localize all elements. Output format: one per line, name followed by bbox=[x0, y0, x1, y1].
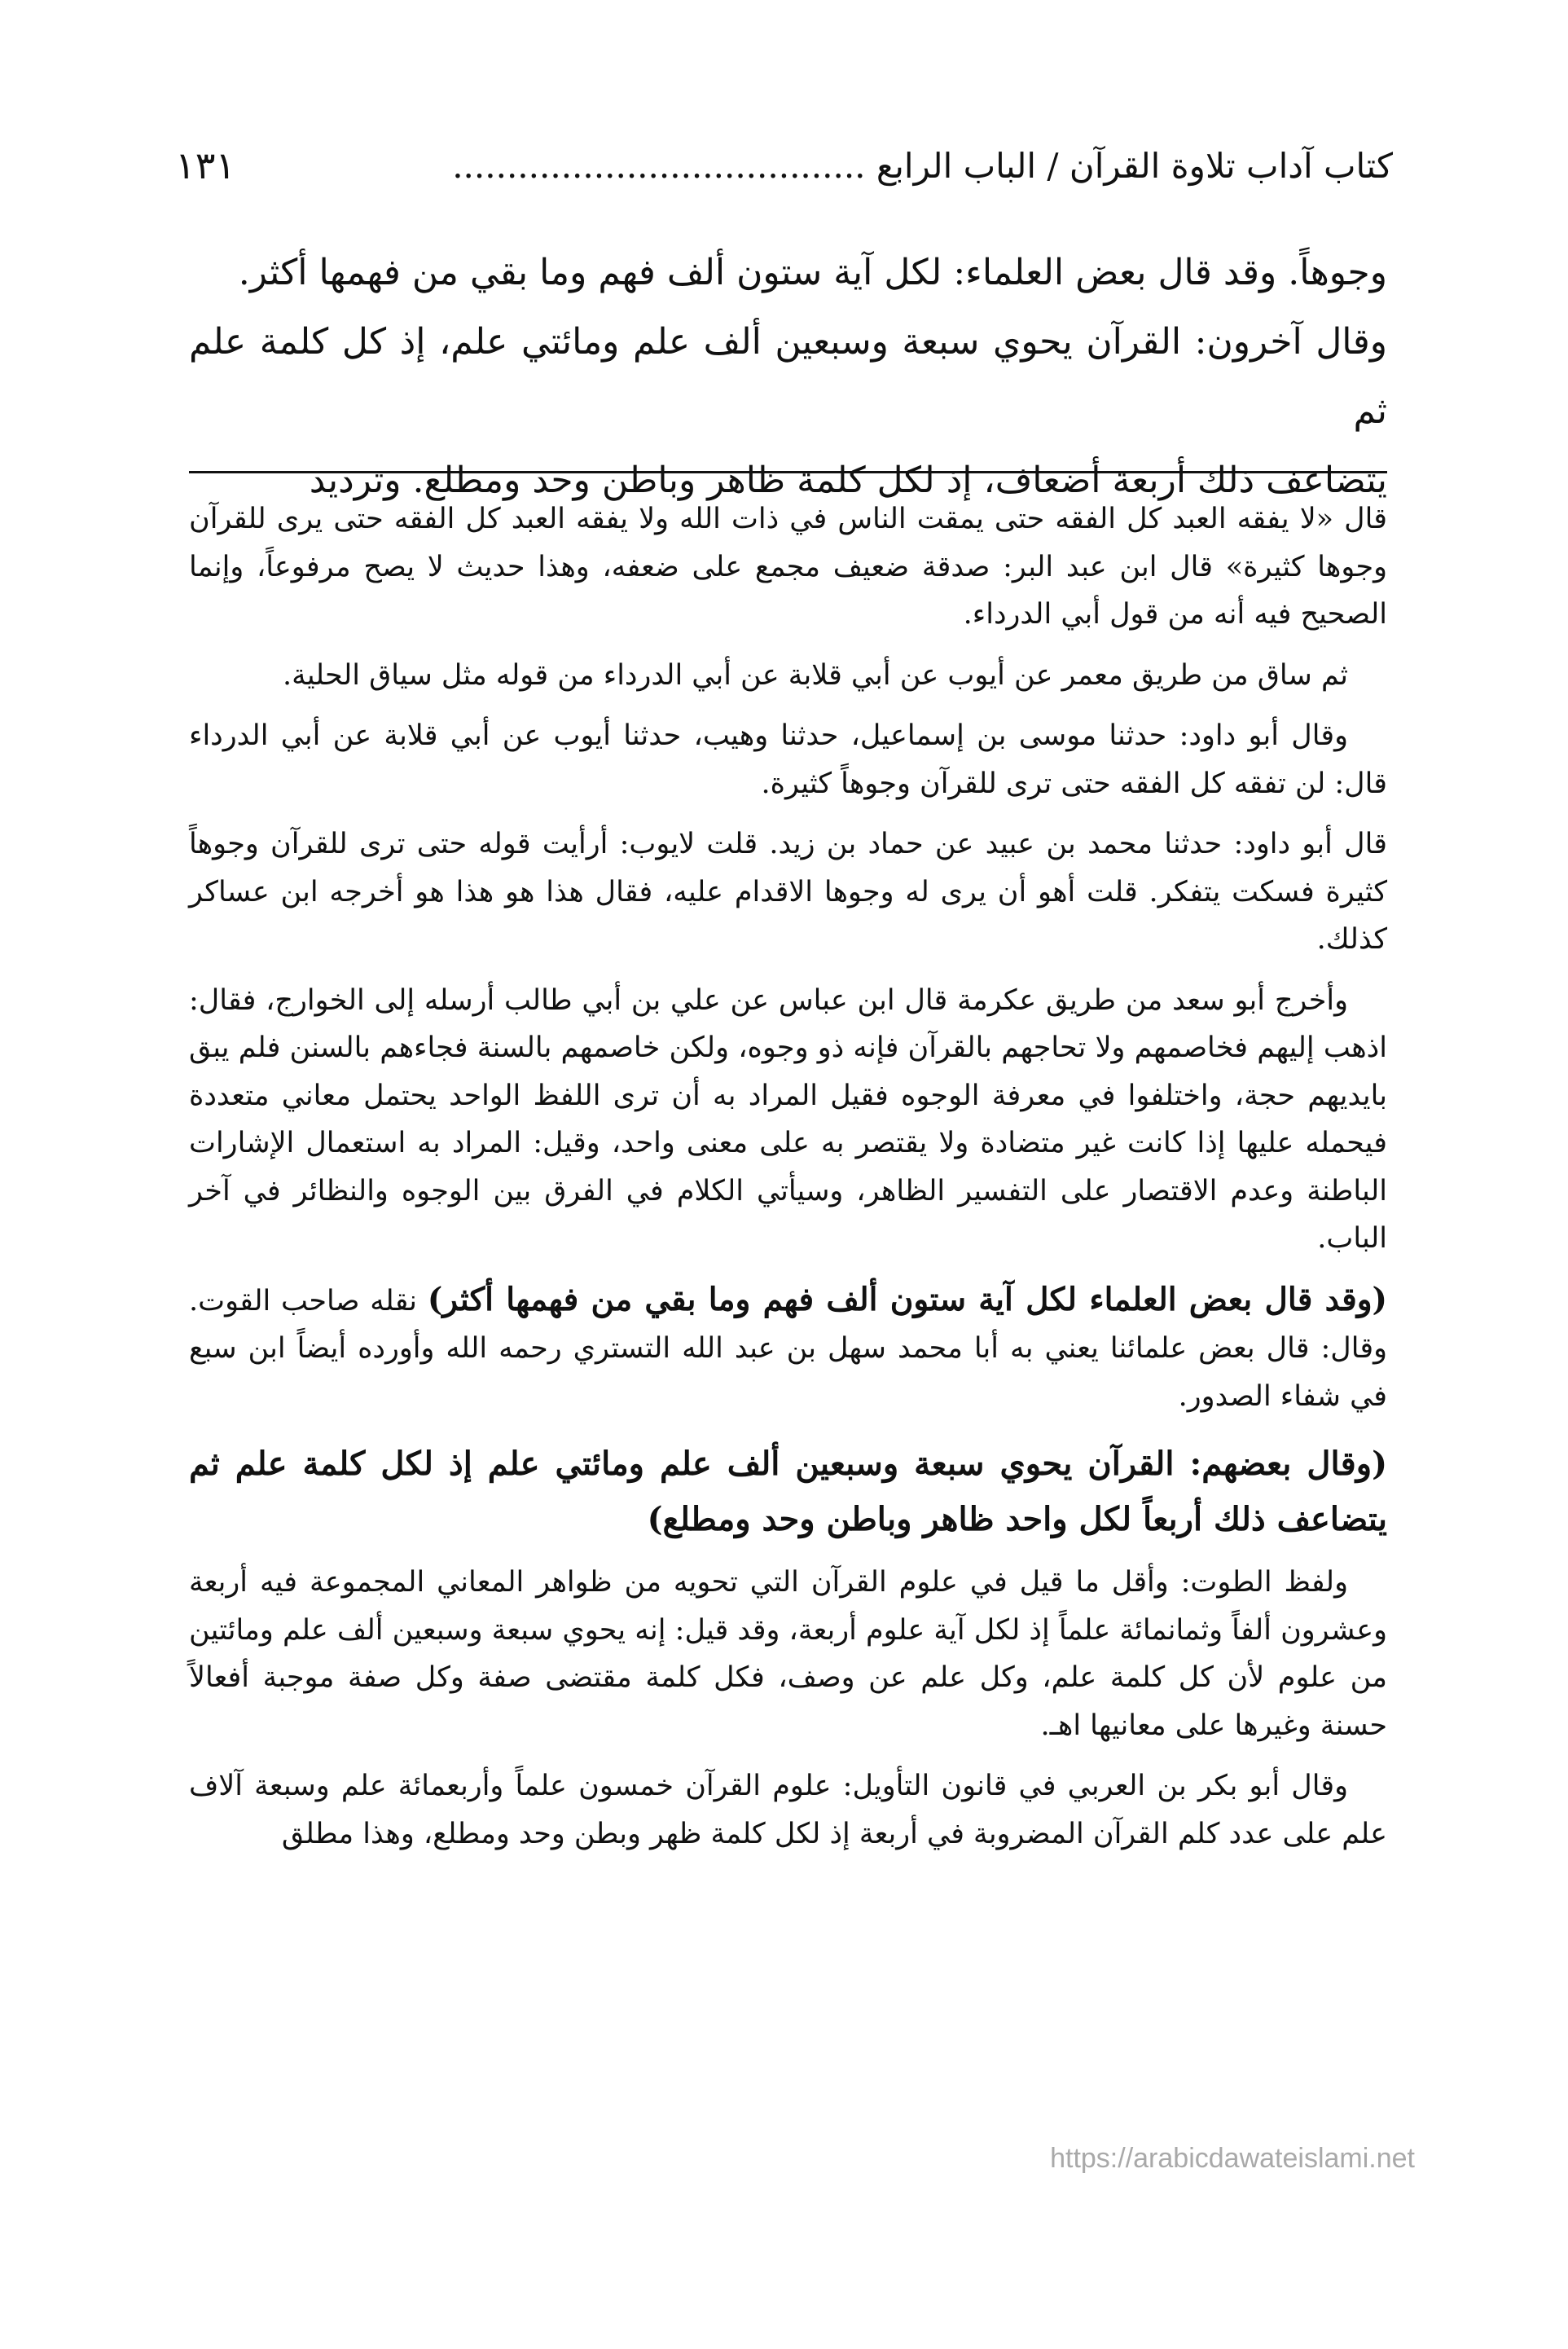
note-paragraph: ولفظ الطوت: وأقل ما قيل في علوم القرآن التي تحويه من ظواهر المعاني المجموعة فيه أربعة وعشرون ألفاً وثمانمائة علماً إذ لكل آية علوم أربعة، وقد قيل: إنه يحوي سبعة وسبعين ألف علم ومائتين من علوم لأن كل كلمة علم، وكل علم عن وصف، فكل كلمة مقتضى صفة وكل صفة موجبة أفعالاً حسنة وغيرها على معانيها اهـ. bbox=[189, 1566, 1387, 1742]
main-line: وجوهاً. وقد قال بعض العلماء: لكل آية ستون ألف فهم وما بقي من فهمها أكثر. bbox=[238, 252, 1387, 293]
page-number: ١٣١ bbox=[175, 143, 236, 187]
note-paragraph: وأخرج أبو سعد من طريق عكرمة قال ابن عباس عن علي بن أبي طالب أرسله إلى الخوارج، فقال: اذهب إليهم فخاصمهم ولا تحاجهم بالقرآن فإنه ذو وجوه، ولكن خاصمهم بالسنة فجاءهم بالسنن فلم يبق بايديهم حجة، واختلفوا في معرفة الوجوه فقيل المراد به أن ترى اللفظ الواحد يحتمل معاني متعددة فيحمله عليها إذا كانت غير متضادة ولا يقتصر به على معنى واحد، وقيل: المراد به استعمال الإشارات الباطنة وعدم الاقتصار على التفسير الظاهر، وسيأتي الكلام في الفرق بين الوجوه والنظائر في آخر الباب. bbox=[189, 983, 1387, 1255]
note-paragraph: وقال أبو داود: حدثنا موسى بن إسماعيل، حدثنا وهيب، حدثنا أيوب عن أبي قلابة عن أبي الدرداء قال: لن تفقه كل الفقه حتى ترى للقرآن وجوهاً كثيرة. bbox=[189, 719, 1387, 800]
note-paragraph: ثم ساق من طريق معمر عن أيوب عن أبي قلابة عن أبي الدرداء من قوله مثل سياق الحلية. bbox=[282, 658, 1348, 692]
note-paragraph: قال «لا يفقه العبد كل الفقه حتى يمقت الناس في ذات الله ولا يفقه العبد كل الفقه حتى يرى للقرآن وجوها كثيرة» قال ابن عبد البر: صدقة ضعيف مجمع على ضعفه، وهذا حديث لا يصح مرفوعاً، وإنما الصحيح فيه أنه من قول أبي الدرداء. bbox=[189, 503, 1387, 631]
main-line: وقال آخرون: القرآن يحوي سبعة وسبعين ألف علم ومائتي علم، إذ كل كلمة علم ثم bbox=[189, 321, 1387, 432]
quoted-phrase-large: (وقال بعضهم: القرآن يحوي سبعة وسبعين ألف علم ومائتي علم إذ لكل كلمة علم ثم يتضاعف ذلك أربعاً لكل واحد ظاهر وباطن وحد ومطلع) bbox=[189, 1445, 1387, 1538]
header-title: كتاب آداب تلاوة القرآن / الباب الرابع ...................................... bbox=[452, 145, 1393, 186]
note-paragraph: وقال أبو بكر بن العربي في قانون التأويل: علوم القرآن خمسون علماً وأربعمائة علم وسبعة آلاف علم على عدد كلم القرآن المضروبة في أربعة إذ لكل كلمة ظهر وبطن وحد ومطلع، وهذا مطلق bbox=[189, 1770, 1387, 1850]
quote-paragraph bbox=[189, 1276, 1387, 1421]
main-line: يتضاعف ذلك أربعة أضعاف، إذ لكل كلمة ظاهر وباطن وحد ومطلع. وترديد bbox=[309, 460, 1387, 501]
separator-rule bbox=[189, 471, 1387, 473]
quote-commentary: نقله صاحب القوت. وقال: قال بعض علمائنا يعني به أبا محمد سهل بن عبد الله التستري رحمه الله وأورده أيضاً ابن سبع في شفاء الصدور. bbox=[189, 1284, 1387, 1413]
main-text bbox=[189, 238, 1387, 515]
quoted-phrase: (وقد قال بعض العلماء لكل آية ستون ألف فهم وما بقي من فهمها أكثر) bbox=[427, 1280, 1388, 1318]
running-header bbox=[175, 137, 1393, 194]
note-paragraph: قال أبو داود: حدثنا محمد بن عبيد عن حماد بن زيد. قلت لايوب: أرأيت قوله حتى ترى للقرآن وجوهاً كثيرة فسكت يتفكر. قلت أهو أن يرى له وجوها الاقدام عليه، فقال هذا هو هذا هو أخرجه ابن عساكر كذلك. bbox=[189, 828, 1387, 956]
commentary-text bbox=[189, 495, 1387, 1858]
watermark-url: https://arabicdawateislami.net bbox=[1050, 2143, 1415, 2174]
